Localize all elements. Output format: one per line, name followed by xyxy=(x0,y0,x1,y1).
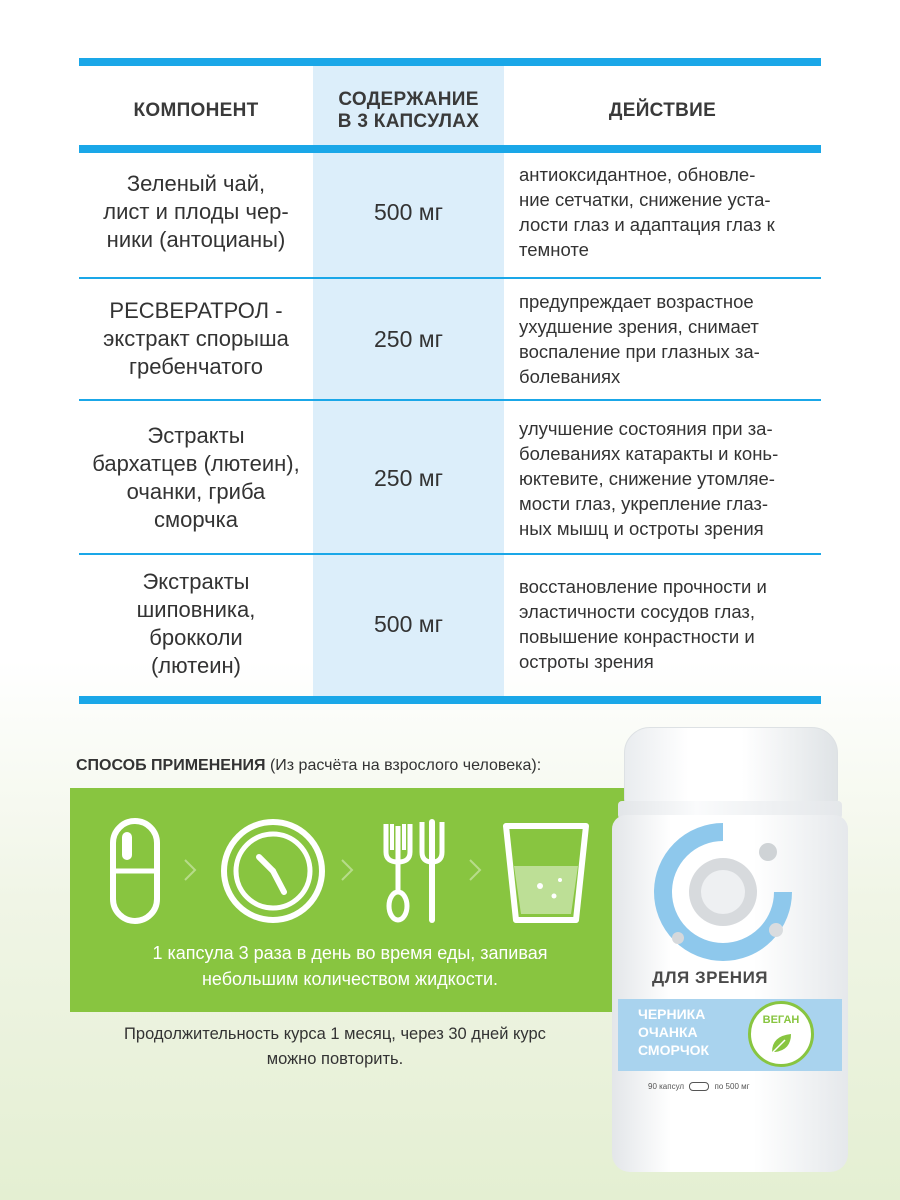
glass-icon xyxy=(500,816,592,926)
row-3-amount: 250 мг xyxy=(374,464,443,491)
row-1-action: антиоксидантное, обновле- ние сетчатки, снижение уста- лости глаз и адаптация глаз к темноте xyxy=(519,164,775,260)
ingredients-table xyxy=(79,58,821,708)
usage-band xyxy=(70,788,630,1012)
header-action: ДЕЙСТВИЕ xyxy=(608,100,717,121)
brand-logo-icon xyxy=(648,822,798,962)
course-duration: Продолжительность курса 1 месяц, через 30 дней курс можно повторить. xyxy=(124,1025,546,1068)
dosage-instructions: 1 капсула 3 раза в день во время еды, запивая небольшим количеством жидкости. xyxy=(152,943,548,989)
row-4-amount: 500 мг xyxy=(374,610,443,637)
row-4-action: восстановление прочности и эластичности сосудов глаз, повышение конрастности и остроты зрения xyxy=(519,576,767,672)
capsule-small-icon xyxy=(689,1082,709,1091)
row-1-amount: 500 мг xyxy=(374,198,443,225)
product-purpose: ДЛЯ ЗРЕНИЯ xyxy=(652,968,769,987)
vegan-badge: ВЕГАН xyxy=(748,1001,814,1067)
capsule-icon xyxy=(108,816,162,926)
table-top-border xyxy=(79,58,821,66)
row-3-action: улучшение состояния при за- болеваниях катаракты и конь- юктевите, снижение утомляе- мости глаз, укрепление глаз- ных мышц и остроты зрения xyxy=(519,417,779,539)
row-2-amount: 250 мг xyxy=(374,325,443,352)
clock-icon xyxy=(218,816,328,926)
chevron-right-icon xyxy=(468,858,482,882)
herbs-label xyxy=(618,999,842,1071)
leaf-icon xyxy=(769,1030,795,1056)
herbs-list: ЧЕРНИКА ОЧАНКА СМОРЧОК xyxy=(638,1006,710,1058)
usage-icons xyxy=(70,816,630,926)
cutlery-icon xyxy=(378,816,450,926)
row-2-component: РЕСВЕРАТРОЛ - экстракт спорыша гребенчатого xyxy=(103,298,289,379)
capsule-count: 90 капсул по 500 мг xyxy=(648,1082,750,1091)
usage-title: СПОСОБ ПРИМЕНЕНИЯ (Из расчёта на взрослого человека): xyxy=(76,757,542,774)
row-4-component: Экстракты шиповника, брокколи (лютеин) xyxy=(136,569,256,678)
table-bottom-border xyxy=(79,696,821,704)
chevron-right-icon xyxy=(340,858,354,882)
header-component: КОМПОНЕНТ xyxy=(133,100,259,121)
header-divider xyxy=(79,145,821,153)
product-bottle xyxy=(612,727,848,1172)
row-divider xyxy=(79,277,821,279)
chevron-right-icon xyxy=(183,858,197,882)
row-1-component: Зеленый чай, лист и плоды чер- ники (антоцианы) xyxy=(103,171,289,252)
row-divider xyxy=(79,553,821,555)
bottle-lid xyxy=(624,727,838,807)
row-3-component: Эстракты бархатцев (лютеин), очанки, гриба сморчка xyxy=(92,423,300,532)
row-divider xyxy=(79,399,821,401)
header-content: СОДЕРЖАНИЕ В 3 КАПСУЛАХ xyxy=(337,89,480,132)
row-2-action: предупреждает возрастное ухудшение зрения, снимает воспаление при глазных за- болеваниях xyxy=(519,291,760,387)
